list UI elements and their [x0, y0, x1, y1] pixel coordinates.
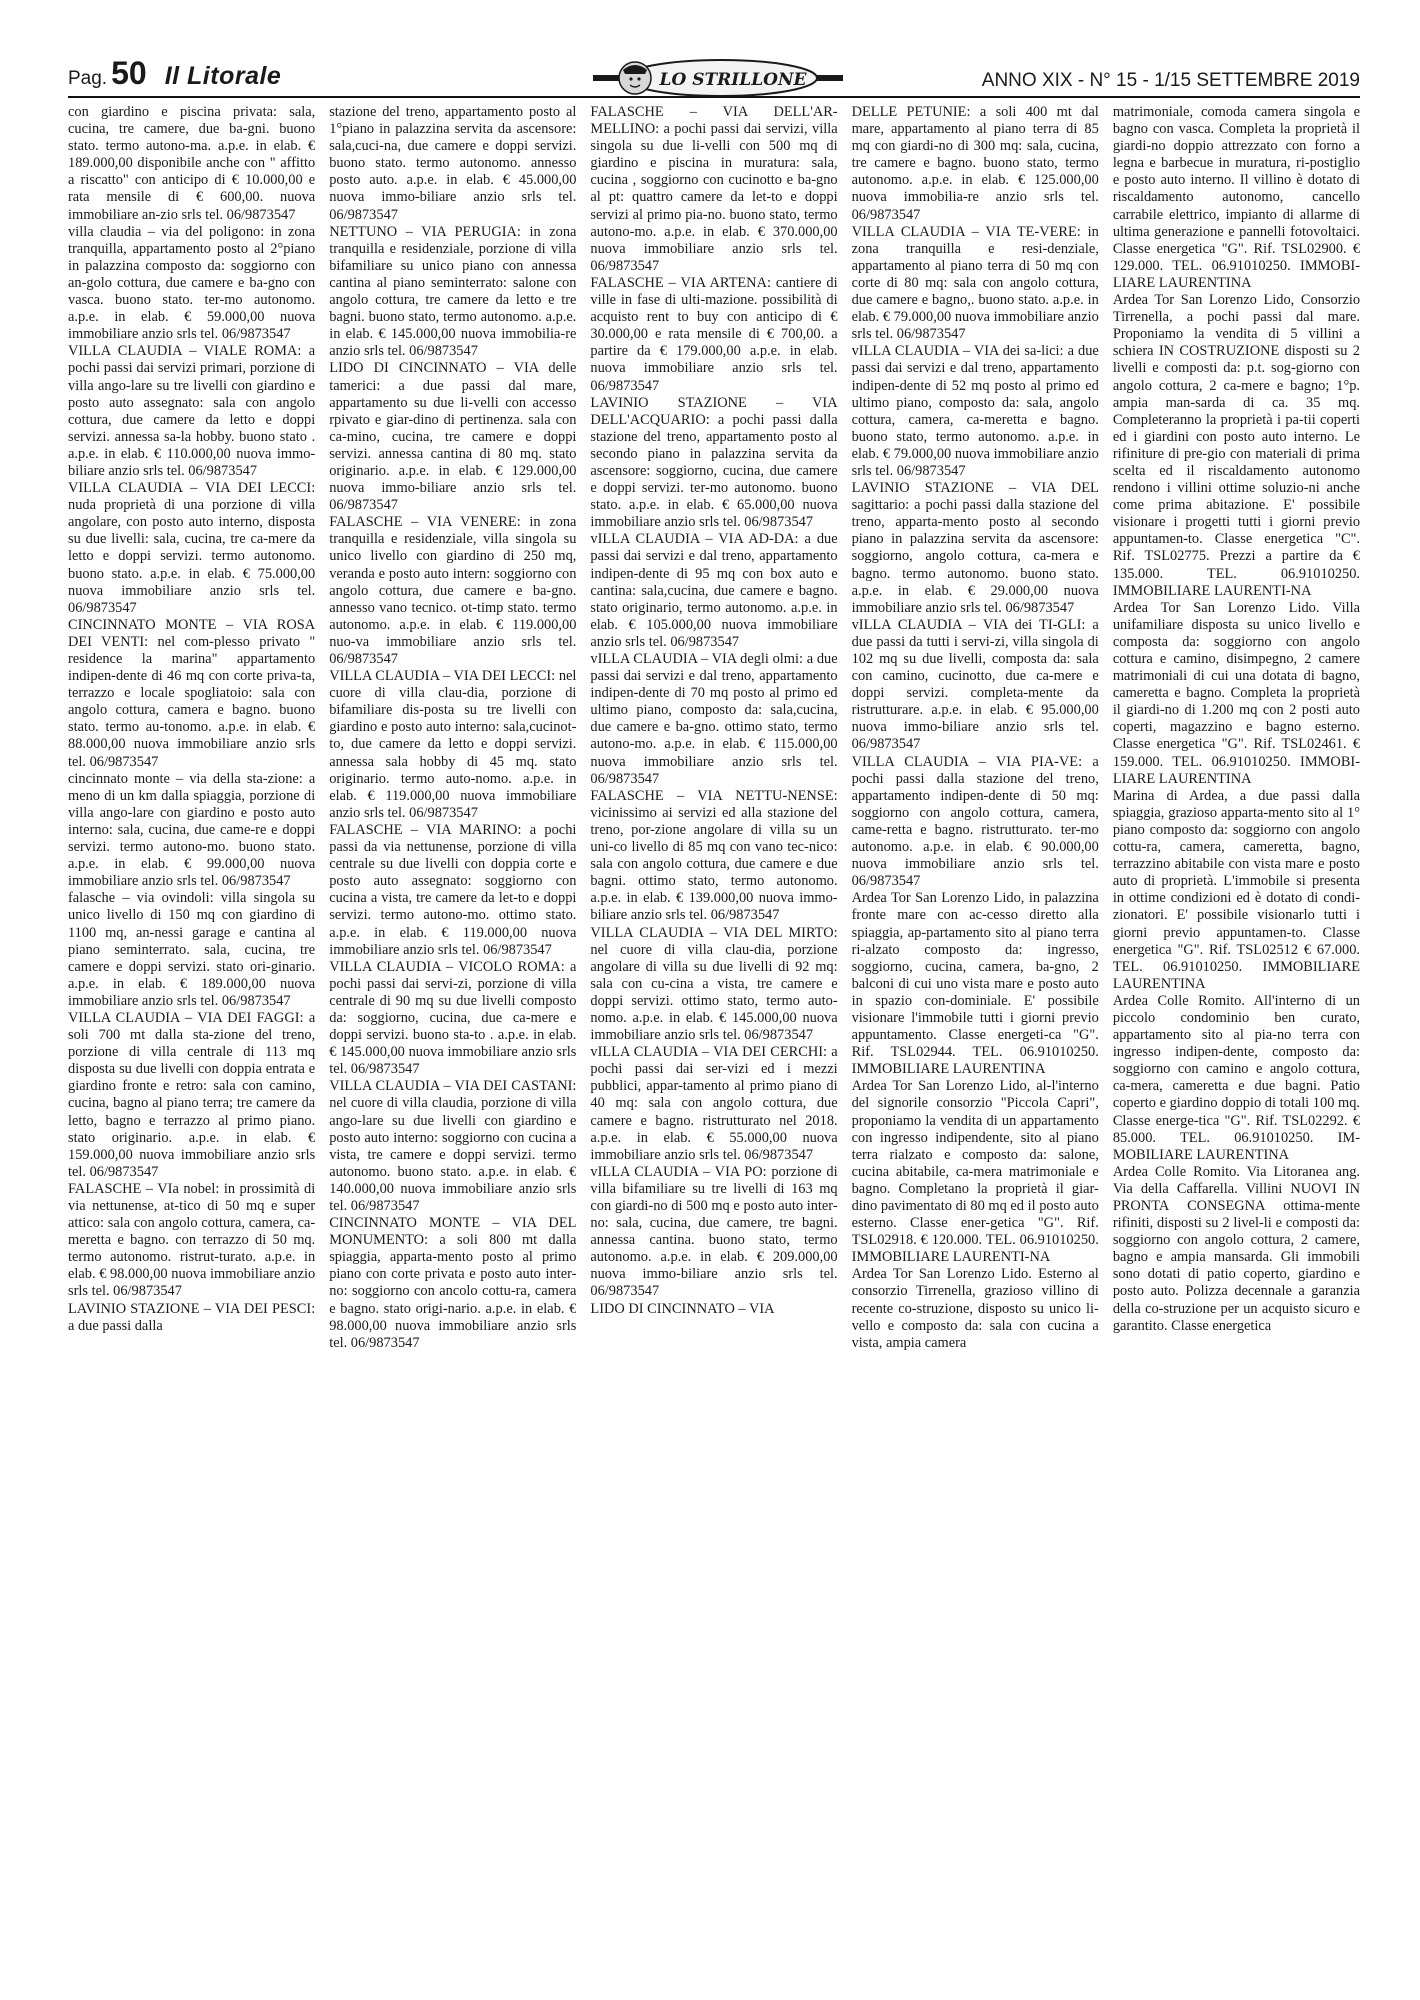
- lo-strillone-logo: [593, 58, 843, 98]
- listing: vILLA CLAUDIA – VIA AD-DA: a due passi dai servizi e dal treno, appartamento indipen-dente di 95 mq con box auto e cantina: sala,cucina, due camere e bagno. stato originario, termo autonomo. a.p.e. in elab. € 105.000,00 nuova immobiliare anzio srls tel. 06/9873547: [590, 531, 838, 650]
- listing: stazione del treno, appartamento posto al 1°piano in palazzina servita da ascensore: sala,cuci-na, due camere e doppi servizi. buono stato. termo autonomo. annesso posto auto. a.p.e. in elab. € 45.000,00 nuova immo-biliare anzio srls tel. 06/9873547: [329, 104, 577, 223]
- listing: vILLA CLAUDIA – VIA DEI CERCHI: a pochi passi dai ser-vizi ed i mezzi pubblici, appar-tamento al primo piano di 40 mq: sala con angolo cottura, due camere e bagno. ristrutturato nel 2018. a.p.e. in elab. € 55.000,00 nuova immobiliare anzio srls tel. 06/9873547: [590, 1044, 838, 1163]
- listing: LIDO DI CINCINNATO – VIA delle tamerici: a due passi dal mare, appartamento su due li-velli con accesso rpivato e giar-dino di pertinenza. sala con ca-mino, cucina, tre camere e doppi servizi. annessa cantina di 80 mq. stato originario. a.p.e. in elab. € 129.000,00 nuova immo-biliare anzio srls tel. 06/9873547: [329, 360, 577, 514]
- column-1: [68, 104, 315, 1976]
- listing: LAVINIO STAZIONE – VIA DEI PESCI: a due passi dalla: [68, 1300, 316, 1334]
- listing: Ardea Colle Romito. All'interno di un piccolo condominio ben curato, appartamento sito al pia-no terra con ingresso indipen-dente, composto da: soggiorno con camino e angolo cottura, ca-mera, cameretta e due bagni. Patio coperto e giardino doppio di totali 100 mq. Classe energe-tica "G". Rif. TSL02292. € 85.000. TEL. 06.91010250. IM-MOBILIARE LAURENTINA: [1112, 992, 1361, 1163]
- column-5: [1113, 104, 1360, 1976]
- listing: DELLE PETUNIE: a soli 400 mt dal mare, appartamento al piano terra di 85 mq con giardi-no di 300 mq: sala, cucina, tre camere e bagno. buono stato, termo autonomo. a.p.e. in elab. € 125.000,00 nuova immobilia-re anzio srls tel. 06/9873547: [851, 104, 1099, 223]
- listing: vILLA CLAUDIA – VIA degli olmi: a due passi dai servizi e dal treno, appartamento indipen-dente di 70 mq posto al primo ed ultimo piano, composto da: sala,cucina, due camere e ba-gno. ottimo stato, termo autono-mo. a.p.e. in elab. € 115.000,00 nuova immobiliare anzio srls tel. 06/9873547: [590, 651, 838, 787]
- listing: vILLA CLAUDIA – VIA PO: porzione di villa bifamiliare su tre livelli di 163 mq con giardi-no di 500 mq e posto auto inter-no: sala, cucina, due camere, tre bagni. annessa cantina. buono stato, termo autonomo. a.p.e. in elab. € 209.000,00 nuova immo-biliare anzio srls tel. 06/9873547: [590, 1163, 838, 1300]
- page-header: [68, 55, 1360, 98]
- listing: VILLA CLAUDIA – VIA DEI LECCI: nel cuore di villa clau-dia, porzione di bifamiliare dis-posta su tre livelli con giardino e posto auto interno: sala,cucinot-to, due camere da letto e doppi servizi. annessa sala hobby di 45 mq. stato originario. termo auto-nomo. a.p.e. in elab. € 119.000,00 nuova immobiliare anzio srls tel. 06/9873547: [329, 668, 577, 821]
- listing: Ardea Tor San Lorenzo Lido, al-l'interno del signorile consorzio "Piccola Capri", proponiamo la vendita di un appartamento con ingresso indipendente, sito al piano terra rialzato e composto da: salone, cucina abitabile, ca-mera matrimoniale e bagno. Completano la proprietà il giar-dino pavimentato di 80 mq ed il posto auto esterno. Classe ener-getica "G". Rif. TSL02918. € 120.000. TEL. 06.91010250. IMMOBILIARE LAURENTI-NA: [851, 1078, 1099, 1266]
- listing: CINCINNATO MONTE – VIA ROSA DEI VENTI: nel com-plesso privato " residence la marina" appartamento indipen-dente di 46 mq con corte priva-ta, terrazzo e locale spogliatoio: sala con angolo cottura, camera e bagno. buono stato. termo au-tonomo. a.p.e. in elab. € 88.000,00 nuova immobiliare anzio srls tel. 06/9873547: [68, 616, 316, 770]
- listing: Ardea Colle Romito. Via Litoranea ang. Via della Caffarella. Villini NUOVI IN PRONTA CONSEGNA ottima-mente rifiniti, disposti su 2 livel-li e composti da: soggiorno con angolo cottura, 2 camere, bagno e ampia mansarda. Gli immobili sono dotati di patio coperto, giardino e posto auto. Polizza decennale a garanzia della co-struzione per un acquisto sicuro e garantito. Classe energetica: [1112, 1163, 1361, 1334]
- header-left: [68, 55, 281, 92]
- listing: CINCINNATO MONTE – VIA DEL MONUMENTO: a soli 800 mt dalla spiaggia, apparta-mento posto al primo piano con corte privata e posto auto inter-no: soggiorno con ancolo cottu-ra, camera e bagno. stato origi-nario. a.p.e. in elab. € 98.000,00 nuova immobiliare anzio srls tel. 06/9873547: [329, 1215, 577, 1351]
- listing: Ardea Tor San Lorenzo Lido, Consorzio Tirrenella, a pochi passi dal mare. Proponiamo la vendita di 5 villini a schiera IN COSTRUZIONE disposti su 2 livelli e composti da: p.t. sog-giorno con angolo cottura, 2 ca-mere e bagno; 1°p. ampia man-sarda di ca. 35 mq. Completeranno la proprietà i pa-tii coperti ed i giardini con posto auto interno. Le rifiniture di pre-gio con materiali di prima scelta ed il riscaldamento autonomo rendono i villini ottime soluzio-ni anche come prima abitazione. E' possibile visionare i progetti tutti i giorni previo appuntamen-to. Classe energetica "C". Rif. TSL02775. Prezzi a partire da € 135.000. TEL. 06.91010250. IMMOBILIARE LAURENTI-NA: [1112, 292, 1361, 599]
- column-2: [329, 104, 576, 1976]
- listing: matrimoniale, comoda camera singola e bagno con vasca. Completa la proprietà il giardi-no doppio attrezzato con forno a legna e barbecue in muratura, ri-postiglio e posto auto interno. Il villino è dotato di riscaldamento autonomo, cancello carrabile elettrico, impianto di allarme di ultima generazione e pannelli fotovoltaici. Classe energetica "G". Rif. TSL02900. € 129.000. TEL. 06.91010250. IMMOBI-LIARE LAURENTINA: [1112, 104, 1361, 291]
- newsboy-eye-left: [629, 77, 632, 80]
- header-rule: [68, 96, 1360, 98]
- newsboy-eye-right: [637, 77, 640, 80]
- listing: cincinnato monte – via della sta-zione: a meno di un km dalla spiaggia, porzione di villa ango-lare con giardino e posto auto interno: sala, cucina, due came-re e doppi servizi. termo autono-mo. buono stato. a.p.e. in elab. € 99.000,00 nuova immobiliare anzio srls tel. 06/9873547: [68, 770, 316, 890]
- listing: FALASCHE – VIA DELL'AR-MELLINO: a pochi passi dai servizi, villa singola su due li-velli con 500 mq di giardino e piscina in muratura: sala, cucina , soggiorno con cucinotto e ba-gno al pt: quattro camere da let-to e doppi servizi al primo pia-no. buono stato, termo autono-mo. a.p.e. in elab. € 370.000,00 nuova immobiliare anzio srls tel. 06/9873547: [590, 104, 838, 274]
- listing: vILLA CLAUDIA – VIA dei sa-lici: a due passi dai servizi e dal treno, appartamento indipen-dente di 52 mq posto al primo ed ultimo piano, composto da: sala, angolo cottura, camera, ca-meretta e bagno. buono stato, termo autonomo. a.p.e. in elab. € 79.000,00 nuova immobiliare anzio srls tel. 06/9873547: [851, 343, 1099, 479]
- listing: VILLA CLAUDIA – VIA DEI FAGGI: a soli 700 mt dalla sta-zione del treno, porzione di villa centrale di 113 mq disposta su due livelli con doppia entrata e giardino fronte e retro: sala con camino, cucina, bagno al piano terra; tre camere da letto, bagno e terrazzo al primo piano. stato originario. a.p.e. in elab. € 159.000,00 nuova immobiliare anzio srls tel. 06/9873547: [68, 1009, 316, 1180]
- page-number: 50: [111, 55, 147, 91]
- listing: falasche – via ovindoli: villa singola su unico livello di 150 mq con giardino di 1100 mq, an-nessi garage e cantina al piano seminterrato. sala, cucina, tre camere e doppi servizi. stato ori-ginario. a.p.e. in elab. € 189.000,00 nuova immobiliare anzio srls tel. 06/9873547: [68, 890, 316, 1009]
- paper-title: Il Litorale: [164, 62, 282, 90]
- issue-info: ANNO XIX - N° 15 - 1/15 SETTEMBRE 2019: [981, 70, 1360, 91]
- listing: VILLA CLAUDIA – VIALE ROMA: a pochi passi dai servizi primari, porzione di villa ango-lare su tre livelli con giardino e posto auto assegnato: sala con angolo cottura, due camere da letto e doppi servizi. annessa sa-la hobby. buono stato . a.p.e. in elab. € 110.000,00 nuova immo-biliare anzio srls tel. 06/9873547: [68, 343, 316, 479]
- page-label: Pag.: [68, 68, 108, 89]
- listing: Marina di Ardea, a due passi dalla spiaggia, grazioso apparta-mento sito al 1° piano composto da: soggiorno con angolo cottu-ra, camera, cameretta, bagno, terrazzino abitabile con vista mare e posto auto di proprietà. L'immobile si presenta in ottime condizioni ed è dotato di condi-zionatori. E' possibile visionarlo tutti i giorni previo appuntamen-to. Classe energetica "G". Rif. TSL02512 € 67.000. TEL. 06.91010250. IMMOBILIARE LAURENTINA: [1112, 787, 1361, 992]
- listing: con giardino e piscina privata: sala, cucina, tre camere, due ba-gni. buono stato. termo autono-ma. a.p.e. in elab. € 189.000,00 disponibile anche con " affitto a riscatto" con anticipo di € 10.000,00 e rata mensile di € 600,00. nuova immobiliare an-zio srls tel. 06/9873547: [68, 104, 316, 223]
- listing: villa claudia – via del poligono: in zona tranquilla, appartamento posto al 2°piano in palazzina composto da: soggiorno con an-golo cottura, due camere e ba-gno con vasca. buono stato. ter-mo autonomo. a.p.e. in elab. € 59.000,00 nuova immobiliare anzio srls tel. 06/9873547: [68, 223, 316, 343]
- logo-wordmark: LO STRILLONE: [659, 70, 807, 90]
- listing: VILLA CLAUDIA – VIA PIA-VE: a pochi passi dalla stazione del treno, appartamento indipen-dente di 50 mq: soggiorno con angolo cottura, camera, came-retta e bagno. ristrutturato. ter-mo autonomo. a.p.e. in elab. € 90.000,00 nuova immobiliare anzio srls tel. 06/9873547: [851, 753, 1099, 890]
- listing: FALASCHE – VIa nobel: in prossimità di via nettunense, at-tico di 50 mq e super attico: sala con angolo cottura, camera, ca-meretta e bagno. con terrazzo di 50 mq. termo autonomo. ristrut-turato. a.p.e. in elab. € 98.000,00 nuova immobiliare anzio srls tel. 06/9873547: [68, 1180, 316, 1300]
- listings-columns: [68, 104, 1360, 1976]
- listing: VILLA CLAUDIA – VIA DEI LECCI: nuda proprietà di una porzione di villa angolare, con posto auto interno, disposta su due livelli: sala, cucina, tre ca-mere da letto e doppi servizi. termo autonomo. buono stato. a.p.e. in elab. € 75.000,00 nuova immobiliare anzio srls tel. 06/9873547: [68, 480, 316, 616]
- listing: FALASCHE – VIA MARINO: a pochi passi da via nettunense, porzione di villa centrale su due livelli con doppia corte e posto auto assegnato: soggiorno con cucina a vista, tre camere da let-to e doppi servizi. termo autono-mo. ottimo stato. a.p.e. in elab. € 119.000,00 nuova immobiliare anzio srls tel. 06/9873547: [329, 821, 577, 958]
- listing: NETTUNO – VIA PERUGIA: in zona tranquilla e residenziale, porzione di villa bifamiliare su unico piano con annessa cantina al piano seminterrato: salone con angolo cottura, tre camere da letto e tre bagni. buono stato, termo autonomo. a.p.e. in elab. € 145.000,00 nuova immobilia-re anzio srls tel. 06/9873547: [329, 223, 577, 360]
- listing: LIDO DI CINCINNATO – VIA: [590, 1300, 775, 1317]
- listing: Ardea Tor San Lorenzo Lido, in palazzina fronte mare con ac-cesso diretto alla spiaggia, ap-partamento sito al piano terra ri-alzato composto da: ingresso, soggiorno, cucina, camera, ba-gno, 2 balconi di cui uno vista mare e posto auto in spazio con-dominiale. E' possibile visionare l'immobile tutti i giorni previo appuntamento. Classe energeti-ca "G". Rif. TSL02944. TEL. 06.91010250. IMMOBILIARE LAURENTINA: [851, 890, 1099, 1078]
- listing: LAVINIO STAZIONE – VIA DEL sagittario: a pochi passi dalla stazione del treno, apparta-mento posto al secondo piano in palazzina servita da ascensore: soggiorno, angolo cottura, ca-mera e bagno. termo autonomo. buono stato. a.p.e. in elab. € 29.000,00 nuova immobiliare anzio srls tel. 06/9873547: [851, 480, 1099, 616]
- listing: LAVINIO STAZIONE – VIA DELL'ACQUARIO: a pochi passi dalla stazione del treno, appartamento posto al secondo piano in palazzina servita da ascensore: soggiorno, cucina, due camere e doppi servizi. ter-mo autonomo. buono stato. a.p.e. in elab. € 65.000,00 nuova immobiliare anzio srls tel. 06/9873547: [590, 394, 838, 531]
- column-4: [852, 104, 1099, 1976]
- listing: Ardea Tor San Lorenzo Lido. Esterno al consorzio Tirrenella, grazioso villino di recente co-struzione, disposto su unico li-vello e composto da: sala con cucina a vista, ampia camera: [851, 1266, 1099, 1351]
- listing: vILLA CLAUDIA – VIA dei TI-GLI: a due passi da tutti i servi-zi, villa singola di 102 mq su due livelli, composta da: sala con camino, cucinotto, due ca-mere e doppi servizi. completa-mente da ristrutturare. a.p.e. in elab. € 95.000,00 nuova immo-biliare anzio srls tel. 06/9873547: [851, 616, 1099, 753]
- listing: VILLA CLAUDIA – VIA TE-VERE: in zona tranquilla e resi-denziale, appartamento al piano terra di 50 mq con corte di 80 mq: sala con angolo cottura, due camere e bagno,. buono stato. a.p.e. in elab. € 79.000,00 nuova immobiliare anzio srls tel. 06/9873547: [851, 223, 1099, 343]
- listing: VILLA CLAUDIA – VICOLO ROMA: a pochi passi dai servi-zi, porzione di villa centrale di 90 mq su due livelli composto da: soggiorno, cucina, due ca-mere e doppi servizi. buono sta-to . a.p.e. in elab. € 145.000,00 nuova immobiliare anzio srls tel. 06/9873547: [329, 958, 577, 1078]
- listing: FALASCHE – VIA ARTENA: cantiere di ville in fase di ulti-mazione. possibilità di acquisto rent to buy con anticipo di € 30.000,00 e rata mensile di € 700,00. a partire da € 179.000,00 a.p.e. in elab. nuova immobiliare anzio srls tel. 06/9873547: [590, 274, 838, 394]
- listing: VILLA CLAUDIA – VIA DEL MIRTO: nel cuore di villa clau-dia, porzione angolare di villa su due livelli di 92 mq: sala con cu-cina a vista, tre camere e doppi servizi. ottimo stato, termo auto-nomo. a.p.e. in elab. € 145.000,00 nuova immobiliare anzio srls tel. 06/9873547: [590, 924, 838, 1044]
- listing: FALASCHE – VIA NETTU-NENSE: vicinissimo ai servizi ed alla stazione del treno, por-zione angolare di villa su un uni-co livello di 85 mq con vano tec-nico: sala con angolo cottura, due camere e due bagni. ottimo stato, termo autonomo. a.p.e. in elab. € 139.000,00 nuova immo-biliare anzio srls tel. 06/9873547: [590, 787, 838, 924]
- listing: VILLA CLAUDIA – VIA DEI CASTANI: nel cuore di villa claudia, porzione di villa ango-lare su due livelli con giardino e posto auto interno: soggiorno con cucina a vista, tre camere e doppi servizi. termo autonomo. buono stato. a.p.e. in elab. € 140.000,00 nuova immobiliare anzio srls tel. 06/9873547: [329, 1078, 577, 1214]
- listing: Ardea Tor San Lorenzo Lido. Villa unifamiliare disposta su unico livello e composta da: soggiorno con angolo cottura e camino, disimpegno, 2 camere matrimoniali di cui una dotata di bagno, cameretta e bagno. Completa la proprietà il giardi-no di 1.200 mq con 2 posti auto coperti, magazzino e bagno esterno. Classe energetica "G". Rif. TSL02461. € 159.000. TEL. 06.91010250. IMMOBI-LIARE LAURENTINA: [1112, 599, 1361, 787]
- listing: FALASCHE – VIA VENERE: in zona tranquilla e residenziale, villa singola su unico livello con giardino di 250 mq, veranda e posto auto intern: soggiorno con angolo cottura, due camere e ba-gno. annesso vano tecnico. ot-timp stato. termo autonomo. a.p.e. in elab. € 119.000,00 nuo-va immobiliare anzio srls tel. 06/9873547: [329, 514, 577, 667]
- column-3: [590, 104, 837, 1976]
